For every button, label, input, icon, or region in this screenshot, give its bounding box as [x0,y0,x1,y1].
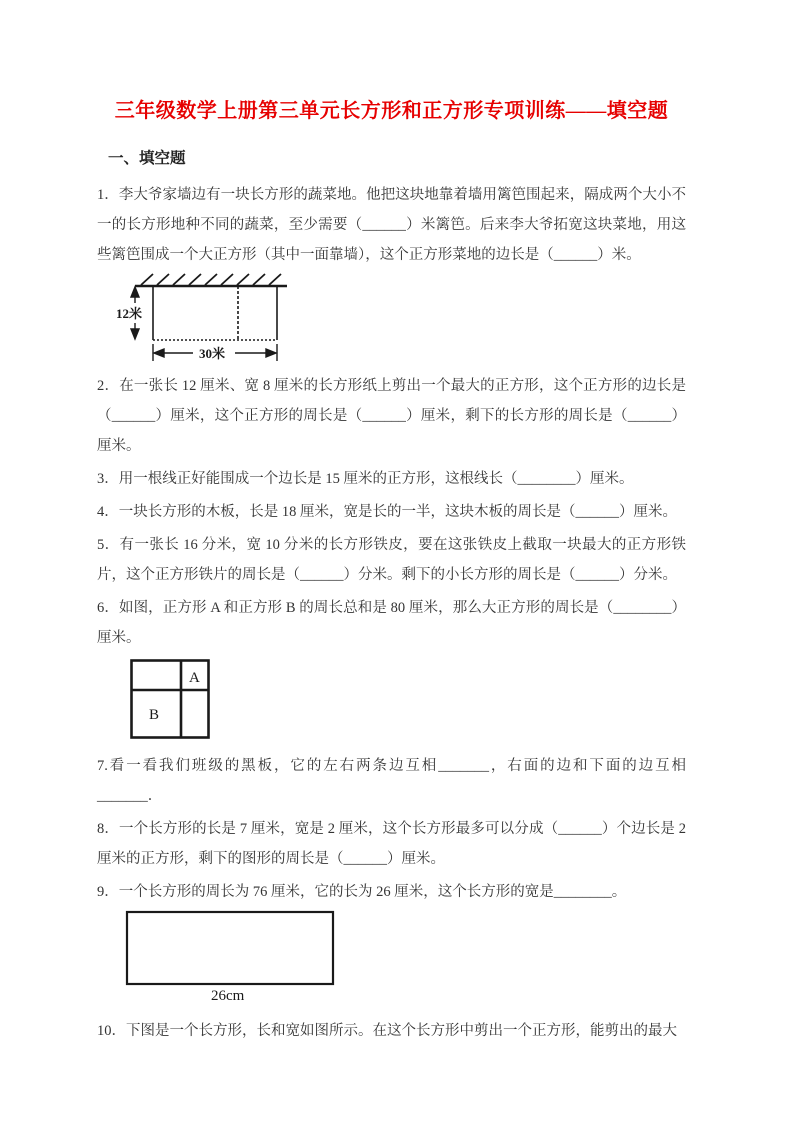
question-8: 8．一个长方形的长是 7 厘米，宽是 2 厘米，这个长方形最多可以分成（______）个边长是 2 厘米的正方形，剩下的图形的周长是（______）厘米。 [97,821,686,867]
question-5: 5．有一张长 16 分米，宽 10 分米的长方形铁皮，要在这张铁皮上截取一块最大的正方形铁片，这个正方形铁片的周长是（______）分米。剩下的小长方形的周长是（______）分米。 [97,537,686,583]
question-4: 4．一块长方形的木板，长是 18 厘米，宽是长的一半，这块木板的周长是（______）厘米。 [97,504,677,520]
question-3: 3．用一根线正好能围成一个边长是 15 厘米的正方形，这根线长（________）厘米。 [97,471,634,487]
fence-diagram-svg [115,273,295,365]
height-label: 12米 [116,306,143,321]
rectangle-diagram [125,910,686,1002]
question-10: 10．下图是一个长方形，长和宽如图所示。在这个长方形中剪出一个正方形，能剪出的最大 [97,1023,677,1039]
rectangle-outline [127,912,333,984]
question-9: 9．一个长方形的周长为 76 厘米，它的长为 26 厘米，这个长方形的宽是________。 [97,884,627,900]
width-label: 30米 [199,346,226,361]
garden-rectangle [153,286,277,340]
wall-hatching [141,274,281,285]
question-6: 6．如图，正方形 A 和正方形 B 的周长总和是 80 厘米，那么大正方形的周长是（________）厘米。 [97,600,686,646]
square-b-label: B [149,707,160,723]
squares-diagram-svg [130,659,210,739]
fence-diagram [115,273,686,365]
square-a-label: A [189,670,200,686]
squares-diagram [130,659,686,739]
question-7: 7.看一看我们班级的黑板，它的左右两条边互相_______，右面的边和下面的边互相_______． [97,758,686,804]
worksheet-title: 三年级数学上册第三单元长方形和正方形专项训练——填空题 [114,100,669,122]
rectangle-width-label: 26cm [211,988,245,1002]
question-1: 1．李大爷家墙边有一块长方形的蔬菜地。他把这块地靠着墙用篱笆围起来，隔成两个大小不一的长方形地种不同的蔬菜，至少需要（______）米篱笆。后来李大爷拓宽这块菜地，用这些篱笆围成一个大正方形（其中一面靠墙），这个正方形菜地的边长是（______）米。 [97,187,686,263]
section-heading: 一、填空题 [108,150,186,167]
rectangle-diagram-svg [125,910,337,1002]
question-2: 2．在一张长 12 厘米、宽 8 厘米的长方形纸上剪出一个最大的正方形，这个正方形的边长是（______）厘米，这个正方形的周长是（______）厘米，剩下的长方形的周长是（______）厘米。 [97,378,686,454]
